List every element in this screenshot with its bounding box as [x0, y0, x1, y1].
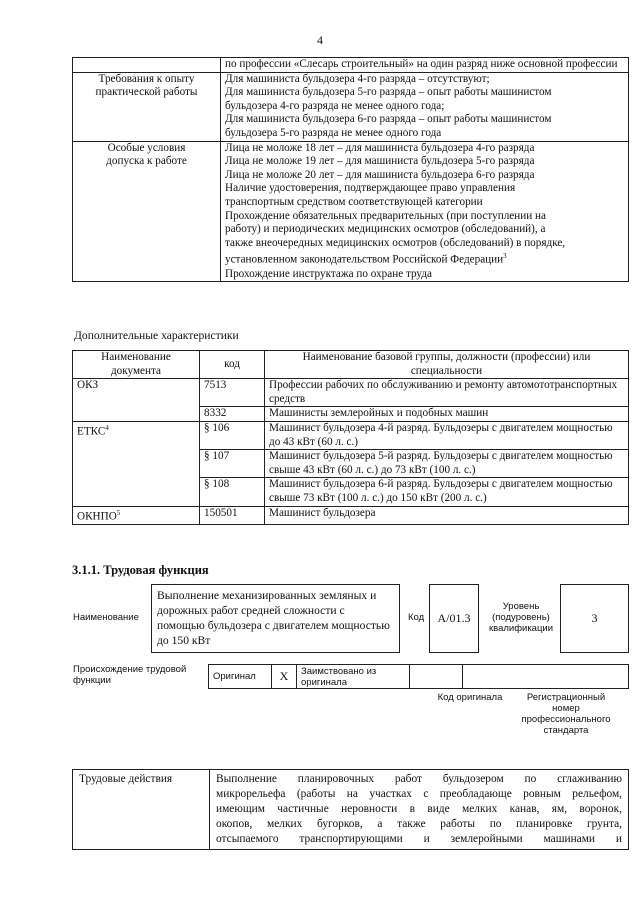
doc-text: ОКНПО	[77, 510, 117, 523]
header-code: код	[200, 351, 265, 379]
table-row	[73, 379, 629, 407]
code-cell: 8332	[200, 407, 265, 422]
text-line: отсыпаемого транспортирующими и землеройными машинами и	[216, 833, 622, 845]
characteristics-table	[72, 350, 629, 525]
text-line: бульдозера 5-го разряда не менее одного года	[225, 126, 442, 139]
table-row	[209, 665, 629, 689]
text-line: транспортным средством соответствующей категории	[225, 195, 483, 208]
text-line: окопов, мелких бугорков, а также работы по планировке грунта,	[216, 818, 622, 830]
original-mark: X	[272, 665, 297, 689]
text-line: Прохождение инструктажа по охране труда	[225, 267, 432, 280]
code-cell: 150501	[200, 506, 265, 524]
function-code-box: А/01.3	[429, 584, 479, 653]
reg-number-cell	[463, 665, 629, 689]
table-row	[73, 770, 629, 850]
text-line: Выполнение планировочных работ бульдозером по сглаживанию	[216, 773, 622, 785]
text-line	[225, 250, 624, 267]
footnote-mark: 3	[503, 252, 507, 261]
name-cell: Машинист бульдозера 5-й разряд. Бульдозеры с двигателем мощностью свыше 43 кВт (60 л. с.) до 73 кВт (100 л. с.)	[265, 450, 629, 478]
code-cell: 7513	[200, 379, 265, 407]
original-label: Оригинал	[209, 665, 272, 689]
doc-oknpo	[73, 506, 200, 524]
actions-text	[210, 770, 629, 850]
table-row	[73, 421, 629, 449]
header-doc: Наименование документа	[73, 351, 200, 379]
actions-label: Трудовые действия	[73, 770, 210, 850]
name-cell: Машинист бульдозера	[265, 506, 629, 524]
level-box: 3	[560, 584, 629, 653]
code-cell: § 107	[200, 450, 265, 478]
text-line: Для машиниста бульдозера 5-го разряда – опыт работы машинистом	[225, 86, 552, 99]
footnote-mark: 4	[105, 423, 109, 432]
name-cell: Профессии рабочих по обслуживанию и ремонту автомототранспортных средств	[265, 379, 629, 407]
text-span: установленном законодательством Российской Федерации	[225, 254, 504, 267]
label-line: допуска к работе	[106, 155, 187, 168]
admission-text	[221, 141, 629, 282]
doc-etks	[73, 421, 200, 506]
continuation-text: по профессии «Слесарь строительный» на один разряд ниже основной профессии	[225, 58, 618, 70]
name-label: Наименование	[73, 612, 139, 623]
text-line: микрорельефа (работы на участках с преобладающе ровным рельефом,	[216, 788, 622, 800]
borrowed-label: Заимствовано из оригинала	[297, 665, 410, 689]
text-line: Лица не моложе 20 лет – для машиниста бульдозера 6-го разряда	[225, 168, 535, 181]
text-line: работу) и периодических медицинских осмотров (обследований), а	[225, 223, 546, 236]
text-line: Прохождение обязательных предварительных (при поступлении на	[225, 209, 546, 222]
name-cell: Машинист бульдозера 4-й разряд. Бульдозеры с двигателем мощностью до 43 кВт (60 л. с.)	[265, 421, 629, 449]
experience-text	[221, 72, 629, 141]
continuation-cell	[221, 58, 629, 73]
text-line: Лица не моложе 19 лет – для машиниста бульдозера 5-го разряда	[225, 155, 535, 168]
function-name-box: Выполнение механизированных земляных и дорожных работ средней сложности с помощью бульдозера с двигателем мощностью до 150 кВт	[151, 584, 400, 653]
doc-text: ЕТКС	[77, 425, 106, 438]
doc-okz: ОКЗ	[73, 379, 200, 422]
actions-table	[72, 769, 629, 850]
requirements-table	[72, 57, 629, 282]
reg-caption: Регистрационный номер профессионального стандарта	[521, 692, 611, 736]
text-line: Для машиниста бульдозера 4-го разряда – отсутствуют;	[225, 72, 490, 85]
table-row	[73, 58, 629, 73]
name-cell: Машинисты землеройных и подобных машин	[265, 407, 629, 422]
label-line: Требования к опыту	[98, 72, 195, 85]
text-line: Лица не моложе 18 лет – для машиниста бульдозера 4-го разряда	[225, 141, 535, 154]
text-line: бульдозера 4-го разряда не менее одного года;	[225, 99, 445, 112]
section-title: 3.1.1. Трудовая функция	[72, 563, 209, 577]
table-row	[73, 72, 629, 141]
code-cell: § 108	[200, 478, 265, 506]
text-line: имеющим частичные неровности в виде мелких канав, ям, воронок,	[216, 803, 622, 815]
code-orig-cell	[410, 665, 463, 689]
level-label: Уровень (подуровень) квалификации	[488, 601, 554, 634]
page-number: 4	[317, 33, 323, 47]
text-line: также внеочередных медицинских осмотров (обследований) в порядке,	[225, 236, 566, 249]
additional-title: Дополнительные характеристики	[74, 329, 239, 342]
label-line: практической работы	[95, 86, 198, 99]
table-header-row	[73, 351, 629, 379]
text-line: Наличие удостоверения, подтверждающее право управления	[225, 182, 516, 195]
origin-label: Происхождение трудовой функции	[73, 664, 187, 686]
name-cell: Машинист бульдозера 6-й разряд. Бульдозеры с двигателем мощностью свыше 73 кВт (100 л. с.) до 150 кВт (200 л. с.)	[265, 478, 629, 506]
origin-table	[208, 664, 629, 689]
label-line: Особые условия	[107, 141, 186, 154]
code-orig-caption: Код оригинала	[437, 692, 503, 703]
text-line: Для машиниста бульдозера 6-го разряда – опыт работы машинистом	[225, 113, 552, 126]
table-row	[73, 141, 629, 282]
table-row	[73, 506, 629, 524]
admission-label	[73, 141, 221, 282]
footnote-mark: 5	[116, 508, 121, 517]
empty-cell	[73, 58, 221, 73]
code-label: Код	[408, 612, 425, 623]
experience-label	[73, 72, 221, 141]
code-cell: § 106	[200, 421, 265, 449]
header-name: Наименование базовой группы, должности (профессии) или специальности	[265, 351, 629, 379]
